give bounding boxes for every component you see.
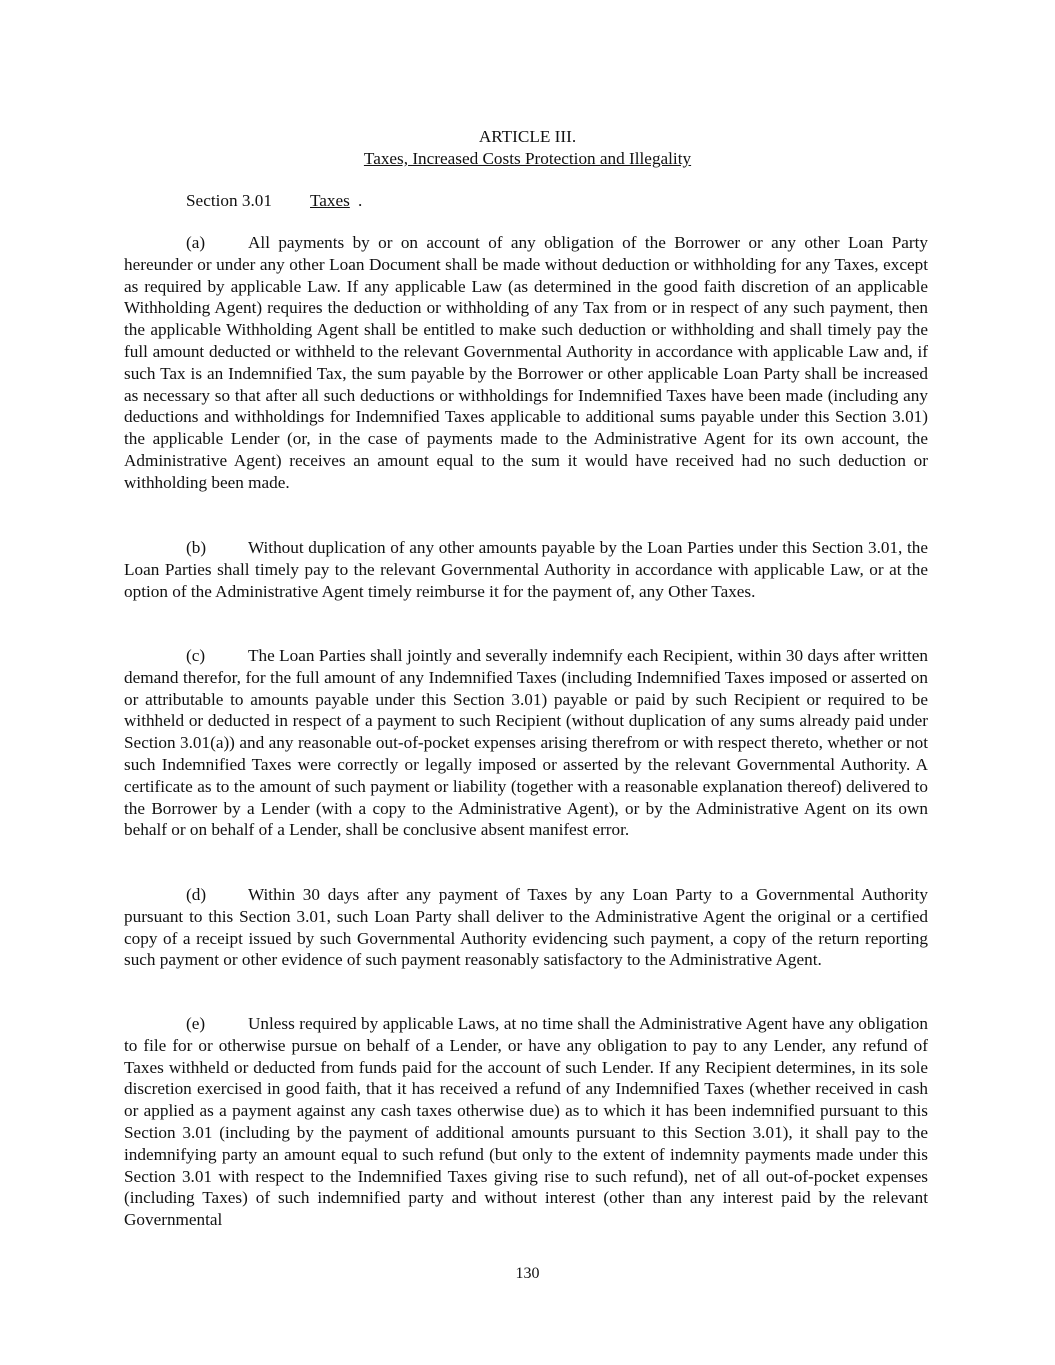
paragraph-text: Unless required by applicable Laws, at no time shall the Administrative Agent have any obligation to file for or otherwise pursue on behalf of a Lender, or have any obligation to pay to any Lender, any refund of Taxes withheld or deducted from funds paid for the account of such Lender. If any Recipient determines, in its sole discretion exercised in good faith, that it has received a refund of any Indemnified Taxes (whether received in cash or applied as a payment against any cash taxes otherwise due) as to which it has been indemnified pursuant to this Section 3.01 (including by the payment of additional amounts pursuant to this Section 3.01), it shall pay to the indemnifying party an amount equal to such refund (but only to the extent of indemnity payments made under this Section 3.01 with respect to the Indemnified Taxes giving rise to such refund), net of all out-of-pocket expenses (including Taxes) of such indemnified party and without interest (other than any interest paid by the relevant Governmental [124, 1014, 928, 1230]
section-name: Taxes [310, 191, 350, 210]
paragraph-text: The Loan Parties shall jointly and severally indemnify each Recipient, within 30 days after written demand therefor, for the full amount of any Indemnified Taxes (including Indemnified Taxes imposed or asserted on or attributable to amounts payable under this Section 3.01) payable or paid by such Recipient or required to be withheld or deducted in respect of a payment to such Recipient (without duplication of any sums already paid under Section 3.01(a)) and any reasonable out-of-pocket expenses arising therefrom or with respect thereto, whether or not such Indemnified Taxes were correctly or legally imposed or asserted by the relevant Governmental Authority. A certificate as to the amount of such payment or liability (together with a reasonable explanation thereof) delivered to the Borrower by a Lender (with a copy to the Administrative Agent), or by the Administrative Agent on its own behalf or on behalf of a Lender, shall be conclusive absent manifest error. [124, 646, 928, 840]
paragraph-marker: (c) [186, 646, 206, 665]
paragraph-text: Without duplication of any other amounts payable by the Loan Parties under this Section 3.01, the Loan Parties shall timely pay to the relevant Governmental Authority in accordance with applicable Law, or at the option of the Administrative Agent timely reimburse it for the payment of, any Other Taxes. [124, 538, 928, 601]
section-number: Section 3.01 [186, 191, 272, 210]
paragraph-marker: (d) [186, 885, 207, 904]
paragraph-text: Within 30 days after any payment of Taxes by any Loan Party to a Governmental Authority pursuant to this Section 3.01, such Loan Party shall deliver to the Administrative Agent the original or a certified copy of a receipt issued by such Governmental Authority evidencing such payment, a copy of the return reporting such payment or other evidence of such payment reasonably satisfactory to the Administrative Agent. [124, 885, 928, 970]
paragraph-marker: (e) [186, 1014, 206, 1033]
article-number: ARTICLE III. [478, 127, 577, 146]
paragraph-e [124, 1013, 928, 1231]
paragraph-c [124, 645, 928, 841]
section-period: . [358, 191, 363, 210]
paragraph-marker: (b) [186, 538, 207, 557]
page-number: 130 [515, 1265, 540, 1282]
article-title-line [0, 148, 1055, 170]
paragraph-b [124, 537, 928, 602]
paragraph-a [124, 232, 928, 494]
paragraph-marker: (a) [186, 233, 206, 252]
article-title: Taxes, Increased Costs Protection and Illegality [363, 149, 692, 168]
section-heading [186, 190, 363, 212]
paragraph-text: All payments by or on account of any obligation of the Borrower or any other Loan Party hereunder or under any other Loan Document shall be made without deduction or withholding for any Taxes, except as required by applicable Law. If any applicable Law (as determined in the good faith discretion of an applicable Withholding Agent) requires the deduction or withholding of any Tax from or in respect of any such payment, then the applicable Withholding Agent shall be entitled to make such deduction or withholding and shall timely pay the full amount deducted or withheld to the relevant Governmental Authority in accordance with applicable Law and, if such Tax is an Indemnified Tax, the sum payable by the Borrower or other applicable Loan Party shall be increased as necessary so that after all such deductions or withholdings for Indemnified Taxes have been made (including any deductions and withholdings for Indemnified Taxes applicable to additional sums payable under this Section 3.01) the applicable Lender (or, in the case of payments made to the Administrative Agent for its own account, the Administrative Agent) receives an amount equal to the sum it would have received had no such deduction or withholding been made. [124, 233, 928, 492]
paragraph-d [124, 884, 928, 971]
